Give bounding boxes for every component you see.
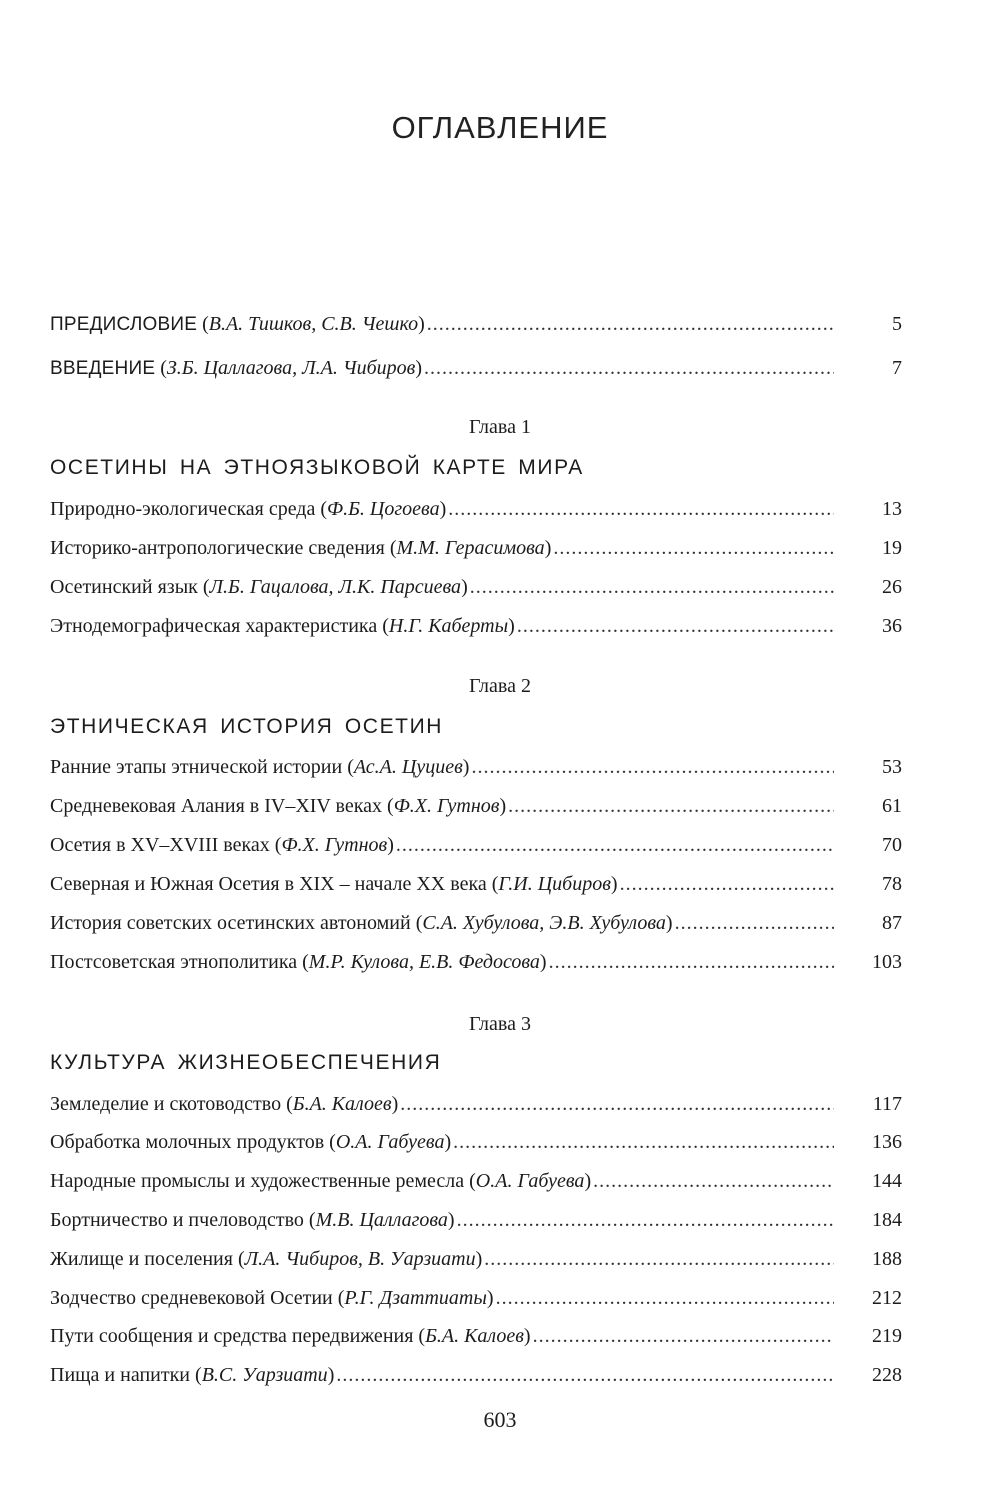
dot-leader xyxy=(533,1323,834,1349)
entry-title: История советских осетинских автономий xyxy=(50,912,411,934)
entry-title: Бортничество и пчеловодство xyxy=(50,1209,304,1231)
entry-authors: Л.Б. Гацалова, Л.К. Парсиева xyxy=(209,576,462,598)
entry-title: Пища и напитки xyxy=(50,1364,191,1386)
entry-page-number: 136 xyxy=(872,1131,902,1153)
entry-title: Жилище и поселения xyxy=(50,1248,233,1270)
dot-leader xyxy=(453,1129,834,1155)
entry-page-number: 70 xyxy=(882,834,902,856)
dot-leader xyxy=(471,754,834,780)
entry-title: Историко-антропологические сведения xyxy=(50,537,385,559)
chapter-label: Глава 3 xyxy=(469,1013,531,1035)
toc-entry[interactable]: Народные промыслы и художественные ремесла ( О.А. Габуева ) ..... 144 xyxy=(50,1168,902,1194)
entry-page-number: 13 xyxy=(882,498,902,520)
entry-page-number: 61 xyxy=(882,795,902,817)
dot-leader xyxy=(549,949,834,975)
toc-entry[interactable]: Ранние этапы этнической истории ( Ас.А. Цуциев ) ..... 53 xyxy=(50,754,902,780)
dot-leader xyxy=(470,574,834,600)
toc-entry[interactable]: История советских осетинских автономий ( С.А. Хубулова, Э.В. Хубулова ) ..... 87 xyxy=(50,910,902,936)
toc-entry[interactable]: Пища и напитки ( В.С. Уарзиати ) ..... 228 xyxy=(50,1362,902,1388)
dot-leader xyxy=(620,871,834,897)
entry-title: Ранние этапы этнической истории xyxy=(50,756,343,778)
dot-leader xyxy=(424,355,834,381)
dot-leader xyxy=(593,1168,834,1194)
entry-page-number: 184 xyxy=(872,1209,902,1231)
toc-entry[interactable]: Обработка молочных продуктов ( О.А. Габуева ) ..... 136 xyxy=(50,1129,902,1155)
entry-authors: С.А. Хубулова, Э.В. Хубулова xyxy=(422,912,666,934)
entry-title: ВВЕДЕНИЕ xyxy=(50,358,156,379)
dot-leader xyxy=(517,613,834,639)
entry-page-number: 212 xyxy=(872,1287,902,1309)
entry-authors: В.А. Тишков, С.В. Чешко xyxy=(208,313,419,335)
entry-page-number: 53 xyxy=(882,756,902,778)
entry-authors: Ас.А. Цуциев xyxy=(353,756,463,778)
entry-authors: О.А. Габуева xyxy=(475,1170,585,1192)
entry-authors: В.С. Уарзиати xyxy=(201,1364,328,1386)
entry-page-number: 19 xyxy=(882,537,902,559)
toc-entry[interactable]: Этнодемографическая характеристика ( Н.Г. Каберты ) ..... 36 xyxy=(50,613,902,639)
entry-title: Северная и Южная Осетия в XIX – начале XX века xyxy=(50,873,487,895)
entry-authors: Ф.Х. Гутнов xyxy=(393,795,500,817)
chapter-label: Глава 1 xyxy=(469,416,531,438)
toc-entry[interactable]: Историко-антропологические сведения ( М.М. Герасимова ) ..... 19 xyxy=(50,535,902,561)
toc-entry[interactable]: Зодчество средневековой Осетии ( Р.Г. Дзаттиаты ) ..... 212 xyxy=(50,1285,902,1311)
toc-entry[interactable]: Средневековая Алания в IV–XIV веках ( Ф.Х. Гутнов ) ..... 61 xyxy=(50,793,902,819)
page-title: ОГЛАВЛЕНИЕ xyxy=(391,110,609,145)
entry-title: Природно-экологическая среда xyxy=(50,498,316,520)
dot-leader xyxy=(396,832,834,858)
chapter-title: КУЛЬТУРА ЖИЗНЕОБЕСПЕЧЕНИЯ xyxy=(50,1051,442,1074)
entry-authors: Г.И. Цибиров xyxy=(498,873,611,895)
entry-page-number: 219 xyxy=(872,1325,902,1347)
entry-page-number: 103 xyxy=(872,951,902,973)
entry-authors: Ф.Б. Цогоева xyxy=(327,498,440,520)
entry-authors: Р.Г. Дзаттиаты xyxy=(344,1287,487,1309)
entry-authors: О.А. Габуева xyxy=(335,1131,445,1153)
toc-entry[interactable]: Осетинский язык ( Л.Б. Гацалова, Л.К. Парсиева ) ..... 26 xyxy=(50,574,902,600)
dot-leader xyxy=(508,793,834,819)
toc-entry[interactable]: Земледелие и скотоводство ( Б.А. Калоев ) ..... 117 xyxy=(50,1091,902,1117)
toc-entry[interactable]: ПРЕДИСЛОВИЕ ( В.А. Тишков, С.В. Чешко ) ..... 5 xyxy=(50,311,902,338)
entry-page-number: 26 xyxy=(882,576,902,598)
dot-leader xyxy=(457,1207,834,1233)
chapter-label: Глава 2 xyxy=(469,675,531,697)
dot-leader xyxy=(675,910,834,936)
dot-leader xyxy=(484,1246,834,1272)
entry-title: Земледелие и скотоводство xyxy=(50,1093,282,1115)
entry-authors: Л.А. Чибиров, В. Уарзиати xyxy=(244,1248,476,1270)
entry-page-number: 87 xyxy=(882,912,902,934)
entry-title: Этнодемографическая характеристика xyxy=(50,615,378,637)
dot-leader xyxy=(448,496,834,522)
entry-page-number: 144 xyxy=(872,1170,902,1192)
toc-entry[interactable]: Осетия в XV–XVIII веках ( Ф.Х. Гутнов ) ..... 70 xyxy=(50,832,902,858)
chapter-title: ЭТНИЧЕСКАЯ ИСТОРИЯ ОСЕТИН xyxy=(50,715,444,738)
toc-entry[interactable]: Бортничество и пчеловодство ( М.В. Цаллагова ) ..... 184 xyxy=(50,1207,902,1233)
entry-authors: М.М. Герасимова xyxy=(396,537,545,559)
entry-title: Обработка молочных продуктов xyxy=(50,1131,325,1153)
entry-title: Осетинский язык xyxy=(50,576,198,598)
entry-title: Пути сообщения и средства передвижения xyxy=(50,1325,414,1347)
entry-page-number: 36 xyxy=(882,615,902,637)
dot-leader xyxy=(400,1091,834,1117)
entry-title: Осетия в XV–XVIII веках xyxy=(50,834,270,856)
entry-authors: М.Р. Кулова, Е.В. Федосова xyxy=(308,951,540,973)
entry-page-number: 228 xyxy=(872,1364,902,1386)
entry-page-number: 7 xyxy=(892,357,902,379)
entry-authors: М.В. Цаллагова xyxy=(315,1209,448,1231)
dot-leader xyxy=(496,1285,834,1311)
entry-title: Средневековая Алания в IV–XIV веках xyxy=(50,795,383,817)
entry-page-number: 5 xyxy=(892,313,902,335)
entry-authors: Б.А. Калоев xyxy=(292,1093,392,1115)
entry-title: Народные промыслы и художественные ремесла xyxy=(50,1170,465,1192)
entry-authors: Ф.Х. Гутнов xyxy=(281,834,388,856)
entry-title: Зодчество средневековой Осетии xyxy=(50,1287,333,1309)
toc-entry[interactable]: Постсоветская этнополитика ( М.Р. Кулова, Е.В. Федосова ) ..... 103 xyxy=(50,949,902,975)
page-folio-number: 603 xyxy=(483,1407,517,1432)
entry-title: ПРЕДИСЛОВИЕ xyxy=(50,314,198,335)
toc-entry[interactable]: Пути сообщения и средства передвижения ( Б.А. Калоев ) ..... 219 xyxy=(50,1323,902,1349)
toc-entry[interactable]: ВВЕДЕНИЕ ( З.Б. Цаллагова, Л.А. Чибиров ) ..... 7 xyxy=(50,355,902,382)
entry-page-number: 188 xyxy=(872,1248,902,1270)
entry-page-number: 78 xyxy=(882,873,902,895)
dot-leader xyxy=(553,535,834,561)
entry-authors: Б.А. Калоев xyxy=(425,1325,524,1347)
toc-entry[interactable]: Северная и Южная Осетия в XIX – начале XX века ( Г.И. Цибиров ) ..... 78 xyxy=(50,871,902,897)
chapter-title: ОСЕТИНЫ НА ЭТНОЯЗЫКОВОЙ КАРТЕ МИРА xyxy=(50,456,584,479)
entry-authors: Н.Г. Каберты xyxy=(388,615,509,637)
toc-entry[interactable]: Природно-экологическая среда ( Ф.Б. Цогоева ) ..... 13 xyxy=(50,496,902,522)
toc-entry[interactable]: Жилище и поселения ( Л.А. Чибиров, В. Уарзиати ) ..... 188 xyxy=(50,1246,902,1272)
dot-leader xyxy=(336,1362,834,1388)
entry-page-number: 117 xyxy=(872,1093,902,1115)
entry-authors: З.Б. Цаллагова, Л.А. Чибиров xyxy=(166,357,416,379)
dot-leader xyxy=(427,311,834,337)
entry-title: Постсоветская этнополитика xyxy=(50,951,298,973)
